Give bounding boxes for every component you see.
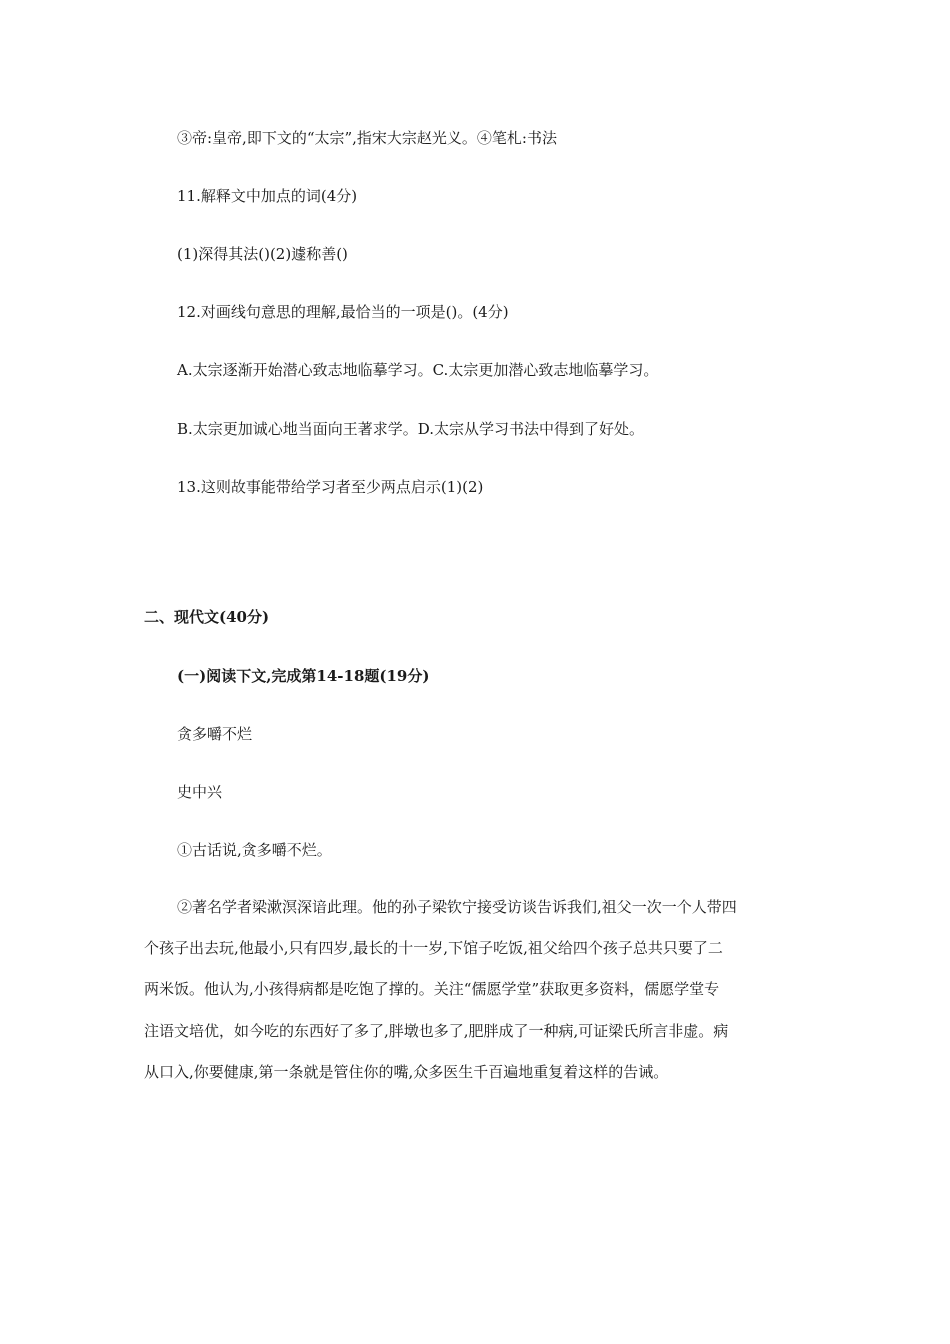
section-2-heading: 二、现代文(40分) [144,608,270,626]
question-12: 12.对画线句意思的理解,最恰当的一项是()。(4分) [177,303,509,321]
question-11-items: (1)深得其法()(2)遽称善() [177,245,348,263]
question-13: 13.这则故事能带给学习者至少两点启示(1)(2) [177,478,484,496]
article-paragraph-1: ①古话说,贪多嚼不烂。 [177,841,332,859]
article-paragraph-2-line: 从口入,你要健康,第一条就是管住你的嘴,众多医生千百遍地重复着这样的告诫。 [144,1063,669,1081]
article-paragraph-2-line: 注语文培优，如今吃的东西好了多了,胖墩也多了,肥胖成了一种病,可证梁氏所言非虚。病 [144,1022,729,1040]
footnote-3-4: ③帝:皇帝,即下文的“太宗”,指宋大宗赵光义。④笔札:书法 [177,129,557,147]
article-paragraph-2-line: 两米饭。他认为,小孩得病都是吃饱了撑的。关注“儒愿学堂”获取更多资料，儒愿学堂专 [144,980,720,998]
article-title: 贪多嚼不烂 [177,725,253,743]
section-2-subheading: (一)阅读下文,完成第14-18题(19分) [177,667,430,685]
question-11: 11.解释文中加点的词(4分) [177,187,358,205]
question-12-options-a-c: A.太宗逐渐开始潜心致志地临摹学习。C.太宗更加潜心致志地临摹学习。 [177,361,659,379]
article-paragraph-2-line: 个孩子出去玩,他最小,只有四岁,最长的十一岁,下馆子吃饭,祖父给四个孩子总共只要了二 [144,939,723,957]
article-paragraph-2-line: ②著名学者梁漱溟深谙此理。他的孙子梁钦宁接受访谈告诉我们,祖父一次一个人带四 [177,898,737,916]
question-12-options-b-d: B.太宗更加诚心地当面向王著求学。D.太宗从学习书法中得到了好处。 [177,420,645,438]
article-author: 史中兴 [177,783,223,801]
